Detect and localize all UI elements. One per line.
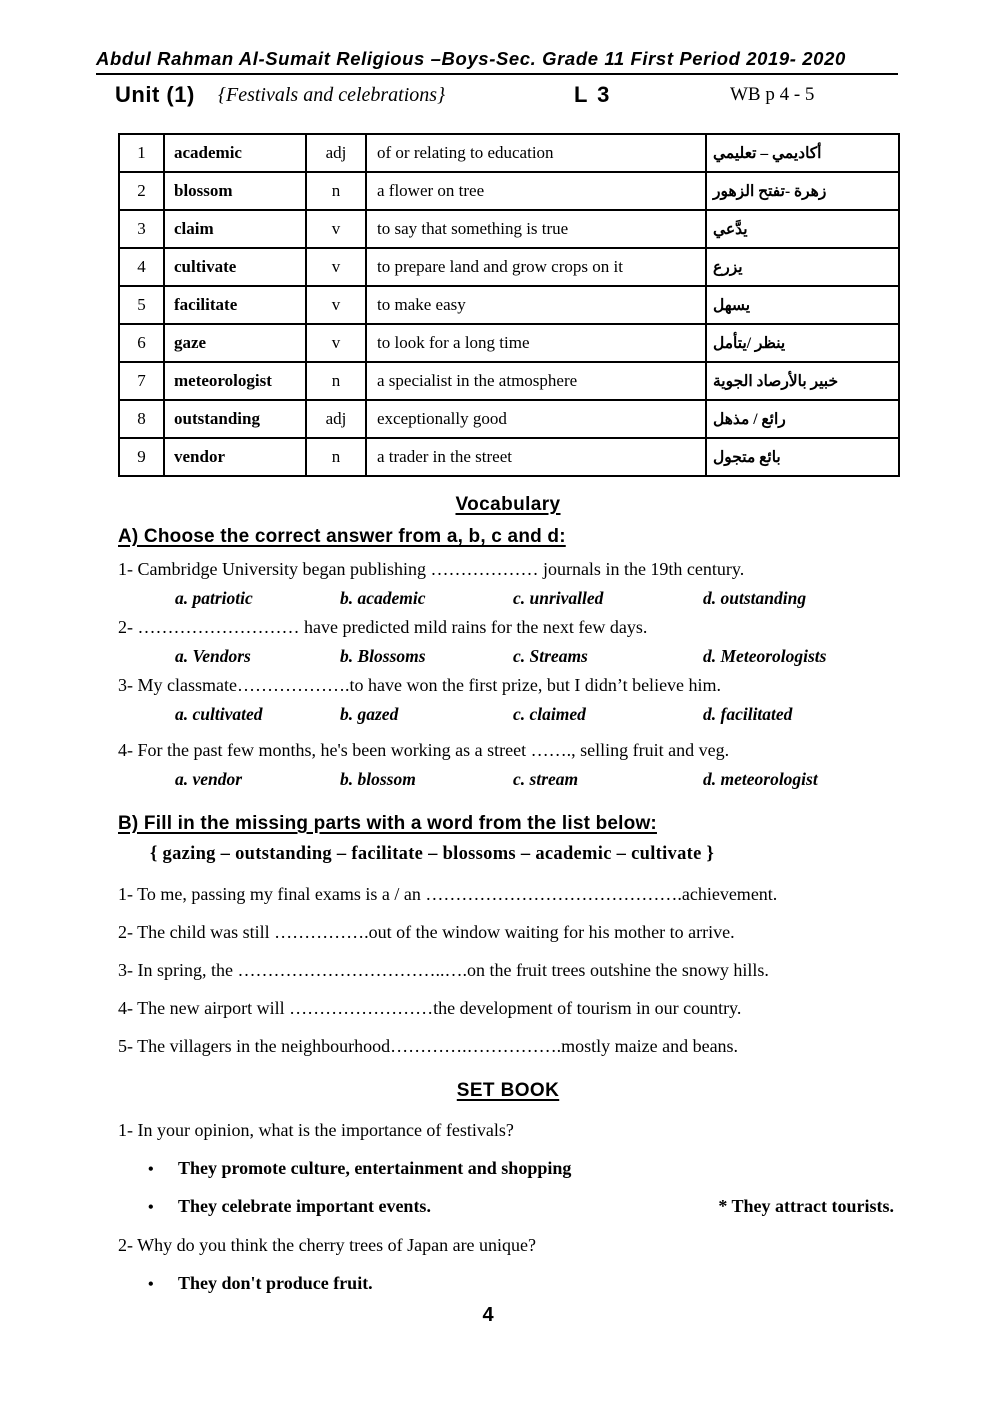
word-cell: gaze [164,324,306,362]
option-b: b. academic [340,588,426,608]
setbook-bullet [118,1273,898,1294]
question-b5: 5- The villagers in the neighbourhood………….…………….mostly maize and beans. [118,1036,739,1056]
row-number: 3 [119,210,164,248]
definition-cell: to prepare land and grow crops on it [366,248,706,286]
question-a2-options [118,642,898,671]
option-d: d. meteorologist [703,769,818,789]
vocabulary-table [118,133,900,477]
option-d: d. facilitated [703,704,793,724]
arabic-cell: بائع متجول [706,438,899,476]
arabic-cell: يسهل [706,286,899,324]
row-number: 8 [119,400,164,438]
row-number: 9 [119,438,164,476]
question-a1-options [118,584,898,613]
question-b1: 1- To me, passing my final exams is a / an …………………………………….achievement. [118,884,778,904]
question-b3: 3- In spring, the ……………………………..….on the fruit trees outshine the snowy hills. [118,960,769,980]
option-b: b. blossom [340,769,416,789]
word-cell: cultivate [164,248,306,286]
arabic-cell: رائع / مذهل [706,400,899,438]
option-c: c. stream [513,769,579,789]
vocabulary-title-text: Vocabulary [455,494,561,515]
setbook-title-text: SET BOOK [456,1080,560,1101]
definition-cell: to look for a long time [366,324,706,362]
setbook-bullet [118,1158,898,1179]
pos-cell: adj [306,400,366,438]
bullet-icon: • [148,1276,154,1293]
option-b: b. gazed [340,704,399,724]
definition-cell: a specialist in the atmosphere [366,362,706,400]
definition-cell: of or relating to education [366,134,706,172]
word-cell: facilitate [164,286,306,324]
setbook-title [118,1080,898,1102]
definition-cell: to say that something is true [366,210,706,248]
vocabulary-title [118,494,898,516]
arabic-cell: زهرة -تفتح الزهور [706,172,899,210]
worksheet-body [118,133,898,1327]
pos-cell: n [306,172,366,210]
arabic-cell: خبير بالأرصاد الجوية [706,362,899,400]
setbook-side-note: * They attract tourists. [718,1196,894,1216]
lesson-number: L 3 [574,82,612,107]
bullet-text: They promote culture, entertainment and shopping [178,1158,572,1178]
question-a1: 1- Cambridge University began publishing ……………… journals in the 19th century. [118,559,745,579]
workbook-pages: WB p 4 - 5 [730,84,815,105]
pos-cell: adj [306,134,366,172]
table-row [119,134,899,172]
setbook-question-1: 1- In your opinion, what is the importance of festivals? [118,1120,514,1140]
option-b: b. Blossoms [340,646,426,666]
pos-cell: v [306,248,366,286]
bullet-icon: • [148,1199,154,1216]
arabic-cell: يدَّعي [706,210,899,248]
pos-cell: v [306,286,366,324]
table-row [119,362,899,400]
pos-cell: n [306,438,366,476]
question-b2: 2- The child was still …………….out of the window waiting for his mother to arrive. [118,922,735,942]
row-number: 6 [119,324,164,362]
definition-cell: a flower on tree [366,172,706,210]
option-a: a. vendor [175,769,243,789]
bullet-icon: • [148,1161,154,1178]
row-number: 5 [119,286,164,324]
row-number: 4 [119,248,164,286]
arabic-cell: أكاديمي – تعليمي [706,134,899,172]
question-a4-options [118,765,898,794]
row-number: 1 [119,134,164,172]
word-cell: meteorologist [164,362,306,400]
bullet-text: They celebrate important events. [178,1196,431,1216]
pos-cell: n [306,362,366,400]
school-header: Abdul Rahman Al-Sumait Religious –Boys-Sec. Grade 11 First Period 2019- 2020 [96,48,898,75]
unit-title: Unit (1) [115,82,195,107]
table-row [119,324,899,362]
definition-cell: exceptionally good [366,400,706,438]
arabic-cell: يزرع [706,248,899,286]
option-a: a. Vendors [175,646,251,666]
question-a4: 4- For the past few months, he's been working as a street ……., selling fruit and veg. [118,740,730,760]
table-row [119,210,899,248]
page-number: 4 [482,1304,494,1326]
pos-cell: v [306,210,366,248]
row-number: 7 [119,362,164,400]
word-cell: academic [164,134,306,172]
setbook-question-2: 2- Why do you think the cherry trees of Japan are unique? [118,1235,537,1255]
arabic-cell: ينظر /يتأمل [706,324,899,362]
unit-topic: {Festivals and celebrations} [218,84,446,106]
word-cell: outstanding [164,400,306,438]
table-row [119,248,899,286]
word-cell: claim [164,210,306,248]
definition-cell: to make easy [366,286,706,324]
word-cell: blossom [164,172,306,210]
bullet-text: They don't produce fruit. [178,1273,373,1293]
word-bank: { gazing – outstanding – facilitate – blossoms – academic – cultivate } [150,844,715,864]
section-b-heading: B) Fill in the missing parts with a word from the list below: [118,813,657,834]
option-a: a. patriotic [175,588,253,608]
option-a: a. cultivated [175,704,263,724]
section-a-heading: A) Choose the correct answer from a, b, c and d: [118,526,566,547]
option-d: d. outstanding [703,588,807,608]
word-cell: vendor [164,438,306,476]
question-b4: 4- The new airport will ……………………the development of tourism in our country. [118,998,742,1018]
option-c: c. unrivalled [513,588,604,608]
table-row [119,286,899,324]
option-c: c. Streams [513,646,588,666]
table-row [119,172,899,210]
question-a3: 3- My classmate……………….to have won the first prize, but I didn’t believe him. [118,675,722,695]
definition-cell: a trader in the street [366,438,706,476]
option-c: c. claimed [513,704,586,724]
option-d: d. Meteorologists [703,646,827,666]
row-number: 2 [119,172,164,210]
table-row [119,400,899,438]
setbook-bullet [118,1196,898,1217]
unit-line [96,80,898,112]
table-row [119,438,899,476]
question-a2: 2- ……………………… have predicted mild rains for the next few days. [118,617,648,637]
pos-cell: v [306,324,366,362]
question-a3-options [118,700,898,729]
